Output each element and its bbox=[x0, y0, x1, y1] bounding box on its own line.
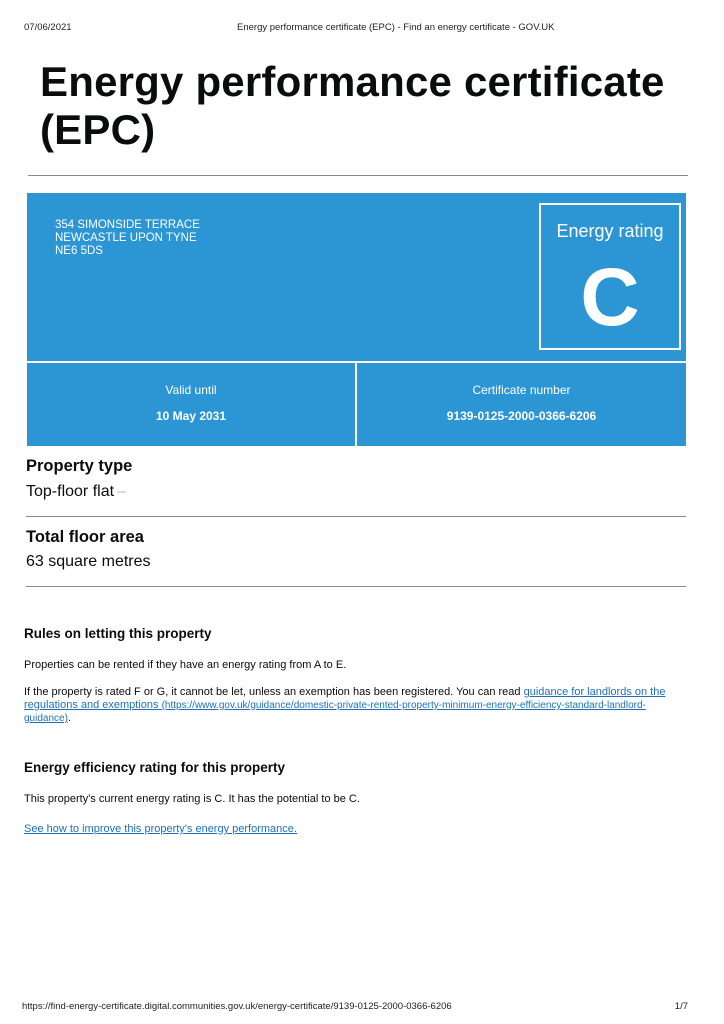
letting-paragraph-2 bbox=[24, 686, 688, 725]
property-type-heading: Property type bbox=[26, 457, 133, 475]
property-type-text: Top-floor flat bbox=[26, 483, 115, 500]
epc-summary-box bbox=[27, 193, 686, 446]
landlord-guidance-link-text: guidance for landlords on the regulations and exemptions bbox=[24, 686, 666, 711]
valid-until-value: 10 May 2031 bbox=[155, 409, 227, 423]
floor-area-heading: Total floor area bbox=[26, 528, 144, 546]
efficiency-heading: Energy efficiency rating for this property bbox=[24, 760, 286, 775]
page-title-line2: (EPC) bbox=[40, 106, 156, 153]
epc-header bbox=[27, 193, 686, 361]
floor-area-divider bbox=[26, 586, 686, 587]
print-footer bbox=[22, 1001, 688, 1015]
letting-heading: Rules on letting this property bbox=[24, 626, 212, 641]
property-type-value bbox=[26, 483, 126, 501]
property-type-divider bbox=[26, 516, 686, 517]
valid-until-label: Valid until bbox=[165, 383, 217, 397]
energy-rating-box bbox=[539, 203, 681, 350]
energy-rating-label: Energy rating bbox=[556, 221, 664, 241]
print-header bbox=[24, 22, 700, 36]
epc-details bbox=[27, 361, 686, 446]
energy-rating-letter: C bbox=[580, 252, 640, 343]
page-title-line1: Energy performance certificate bbox=[40, 58, 665, 105]
efficiency-paragraph: This property's current energy rating is C. It has the potential to be C. bbox=[24, 793, 360, 805]
print-url: https://find-energy-certificate.digital.communities.gov.uk/energy-certificate/9139-0125-2000-0366-6206 bbox=[22, 1001, 452, 1012]
improve-link-paragraph bbox=[24, 823, 688, 836]
page-title bbox=[40, 58, 680, 154]
floor-area-value: 63 square metres bbox=[26, 553, 151, 570]
letting-paragraph-2-text: If the property is rated F or G, it cannot be let, unless an exemption has been registered. You can read bbox=[24, 686, 524, 698]
certificate-number-label: Certificate number bbox=[472, 383, 571, 397]
address-line2: NEWCASTLE UPON TYNE bbox=[55, 232, 197, 244]
valid-until-cell bbox=[27, 363, 355, 446]
property-address bbox=[55, 219, 200, 258]
print-page-number: 1/7 bbox=[674, 1001, 688, 1012]
title-divider bbox=[28, 175, 688, 176]
landlord-guidance-url: (https://www.gov.uk/guidance/domestic-private-rented-property-minimum-energy-efficiency-standard-landlord-guidance) bbox=[24, 700, 646, 724]
scan-dash-mark: – bbox=[117, 483, 126, 500]
certificate-number-value: 9139-0125-2000-0366-6206 bbox=[446, 409, 597, 423]
letting-paragraph-1: Properties can be rented if they have an energy rating from A to E. bbox=[24, 659, 347, 671]
print-date: 07/06/2021 bbox=[24, 22, 72, 33]
letting-paragraph-2-end: . bbox=[67, 712, 71, 724]
address-line1: 354 SIMONSIDE TERRACE bbox=[55, 219, 200, 231]
print-page-title: Energy performance certificate (EPC) - Find an energy certificate - GOV.UK bbox=[237, 22, 555, 33]
improve-performance-link[interactable]: See how to improve this property's energy performance. bbox=[24, 823, 297, 835]
certificate-number-cell bbox=[357, 363, 686, 446]
address-line3: NE6 5DS bbox=[55, 245, 103, 257]
